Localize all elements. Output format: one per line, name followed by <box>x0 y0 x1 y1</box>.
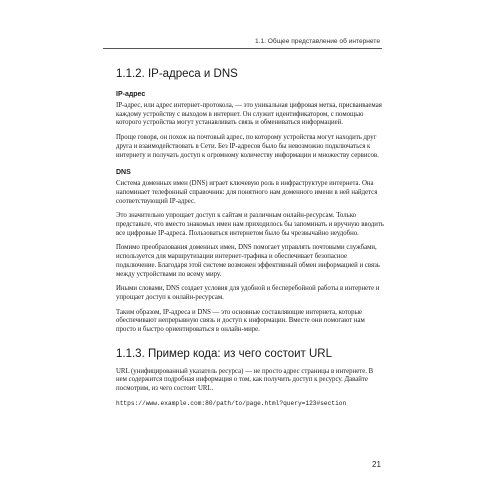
page-content <box>116 54 384 407</box>
paragraph: Иными словами, DNS создает условия для удобной и бесперебойной работы в интернете и упрощает доступ к онлайн-ресурсам. <box>116 285 380 301</box>
paragraph: URL (унифицированный указатель ресурса) — не просто адрес страницы в интернете. В нем содержится подробная информация о том, как получить доступ к ресурсу. Давайте посмотрим, из чего состоит URL. <box>116 367 374 393</box>
header-rule <box>103 48 382 49</box>
paragraph: Таким образом, IP-адреса и DNS — это основные составляющие интернета, которые обеспечивают непрерывную связь и доступ к информации. Вместе они помогают нам просто и быстро ориентироваться в онлайн-мире. <box>116 308 365 334</box>
section-url <box>116 348 384 407</box>
paragraph: Проще говоря, он похож на почтовый адрес, по которому устройства могут находить друг друга и взаимодействовать в Сети. Без IP-адресов было бы невозможно подключаться к интернету и получать доступ к огромному количеству информации и множеству сервисов. <box>116 134 379 159</box>
subsection-title-ip: IP-адрес <box>116 91 146 98</box>
paragraph: Это значительно упрощает доступ к сайтам и различным онлайн-ресурсам. Только представьте, что вместо знакомых имен нам приходилось бы запоминать и вручную вводить все цифровые IP-адреса. Пользоваться интернетом было бы чрезвычайно неудобно. <box>116 212 384 237</box>
section-title-ip-dns: 1.1.2. IP-адреса и DNS <box>116 68 238 80</box>
page-number: 21 <box>372 460 381 469</box>
section-title-url: 1.1.3. Пример кода: из чего состоит URL <box>116 347 333 360</box>
paragraph: Помимо преобразования доменных имен, DNS помогает управлять почтовыми службами, используется для маршрутизации интернет-трафика и обеспечивает безопасное подключение. Благодаря этой системе возможен эффективный обмен информацией и связь между устройствами по всему миру. <box>116 244 380 278</box>
running-header: 1.1. Общее представление об интернете <box>254 38 380 45</box>
paragraph: IP-адрес, или адрес интернет-протокола, — это уникальная цифровая метка, присваиваемая каждому устройству с выходом в интернет. Он служит идентификатором, с помощью которого устройства могут устанавливать связь и обмениваться информацией. <box>116 102 382 127</box>
paragraph: Система доменных имен (DNS) играет ключевую роль в инфраструктуре интернета. Она напоминает телефонный справочник: для понятного нам доменного имени в ней найдется соответствующий IP-адрес. <box>116 180 378 205</box>
subsection-title-dns: DNS <box>116 169 131 177</box>
code-example: https://www.example.com:80/path/to/page.html?query=123#section <box>116 399 347 407</box>
